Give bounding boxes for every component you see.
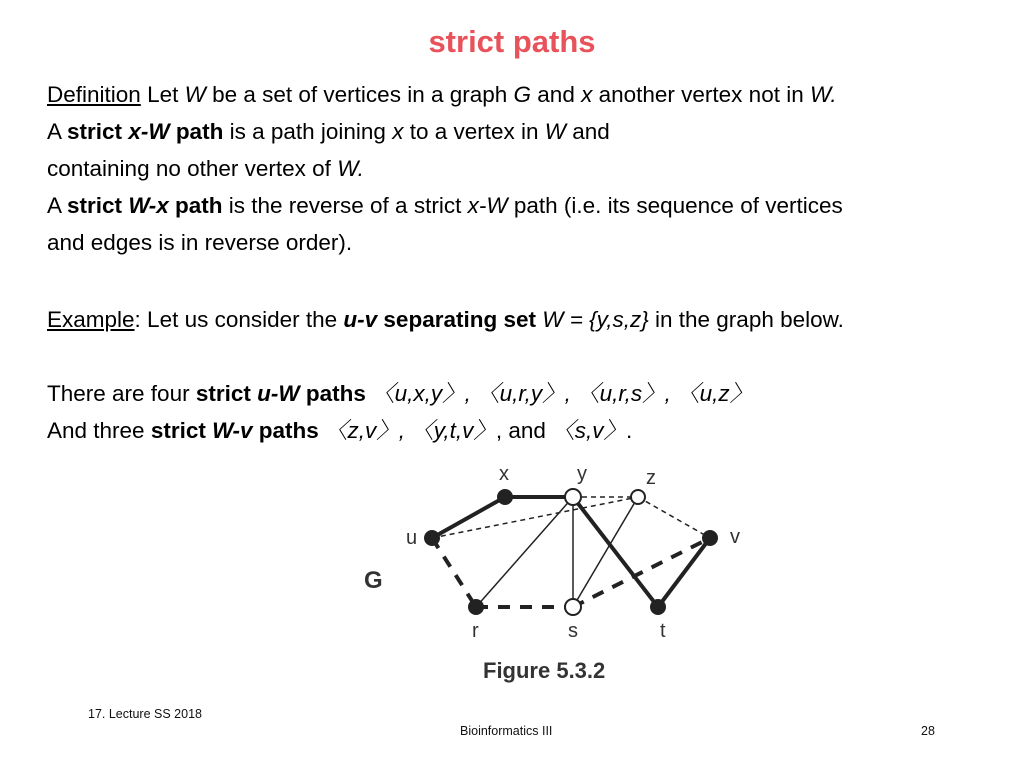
text: . (625, 418, 633, 443)
footer-course: Bioinformatics III (460, 724, 553, 738)
var-G: G (513, 82, 532, 107)
term-u-W: u-W (257, 381, 300, 406)
edge-u-r (432, 538, 476, 607)
definition-line-5: and edges is in reverse order). (47, 230, 353, 255)
text: : Let us consider the (134, 307, 344, 332)
var-W: W (184, 82, 206, 107)
term-strict: strict (67, 119, 129, 144)
vertex-u (424, 530, 440, 546)
text: in the graph below. (648, 307, 844, 332)
label-t: t (660, 620, 666, 642)
spacer (47, 261, 1007, 301)
paths-line-1 (47, 375, 1007, 412)
edge-z-v (638, 497, 710, 538)
text: and (566, 119, 610, 144)
text: and (531, 82, 582, 107)
path-list: 〈s,v〉 (552, 418, 626, 443)
term-strict: strict (150, 418, 213, 443)
term-strict: strict (67, 193, 129, 218)
paths-line-2 (47, 412, 1007, 449)
var-x: x (581, 82, 593, 107)
text: There are four (47, 381, 196, 406)
label-v: v (730, 526, 740, 548)
vertex-y (565, 489, 581, 505)
text: another vertex not in (592, 82, 810, 107)
graph-figure (300, 450, 820, 710)
label-y: y (577, 463, 587, 485)
text: is a path joining (223, 119, 393, 144)
vertex-x (497, 489, 513, 505)
label-s: s (568, 620, 578, 642)
text: containing no other vertex of (47, 156, 338, 181)
vertex-t (650, 599, 666, 615)
term-paths: paths (299, 381, 373, 406)
definition-line-3 (47, 150, 1007, 187)
text: is the reverse of a strict (222, 193, 468, 218)
example-line (47, 301, 1007, 338)
term-strict: strict (195, 381, 258, 406)
term-W-x: W-x (128, 193, 169, 218)
text: And three (47, 418, 151, 443)
graph-label: G (364, 567, 383, 594)
definition-line-2 (47, 113, 1007, 150)
text: be a set of vertices in a graph (205, 82, 514, 107)
term-separating-set: separating set (377, 307, 543, 332)
vertex-s (565, 599, 581, 615)
graph-edges (432, 497, 710, 607)
vertex-r (468, 599, 484, 615)
label-u: u (406, 527, 418, 549)
edge-z-s (573, 497, 638, 607)
set-definition: = {y,s,z} (563, 307, 649, 332)
page-number: 28 (921, 724, 935, 738)
term-x-W: x-W (128, 119, 170, 144)
term-path: path (168, 193, 223, 218)
vertex-z (631, 490, 645, 504)
text: A (47, 193, 68, 218)
var-x-W: x-W (467, 193, 508, 218)
page-title: strict paths (428, 24, 596, 59)
label-x: x (499, 463, 509, 485)
var-W: W (542, 307, 564, 332)
var-x: x (392, 119, 404, 144)
edge-t-v (658, 538, 710, 607)
definition-line-1 (47, 76, 1007, 113)
label-z: z (646, 467, 656, 489)
path-list: 〈z,v〉, 〈y,t,v〉 (325, 418, 496, 443)
term-path: path (169, 119, 224, 144)
spacer (47, 338, 1007, 375)
var-W: W. (337, 156, 364, 181)
edge-u-x (432, 497, 505, 538)
var-W: W. (809, 82, 837, 107)
slide-body (47, 76, 1007, 449)
var-W: W (544, 119, 567, 144)
term-paths: paths (252, 418, 326, 443)
edge-y-t (573, 497, 658, 607)
definition-line-4 (47, 187, 1007, 224)
definition-heading: Definition (47, 82, 141, 107)
vertex-v (702, 530, 718, 546)
term-W-v: W-v (212, 418, 253, 443)
text: A (47, 119, 68, 144)
text: to a vertex in (403, 119, 545, 144)
path-list: 〈u,x,y〉, 〈u,r,y〉, 〈u,r,s〉, 〈u,z〉 (372, 381, 753, 406)
footer-lecture: 17. Lecture SS 2018 (88, 707, 202, 721)
text: Let (140, 82, 185, 107)
text: path (i.e. its sequence of vertices (507, 193, 843, 218)
example-heading: Example (47, 307, 135, 332)
label-r: r (472, 620, 479, 642)
figure-caption: Figure 5.3.2 (483, 658, 606, 683)
text: , and (495, 418, 553, 443)
graph-diagram (300, 450, 820, 710)
term-u-v: u-v (343, 307, 378, 332)
edge-u-z (432, 497, 638, 538)
